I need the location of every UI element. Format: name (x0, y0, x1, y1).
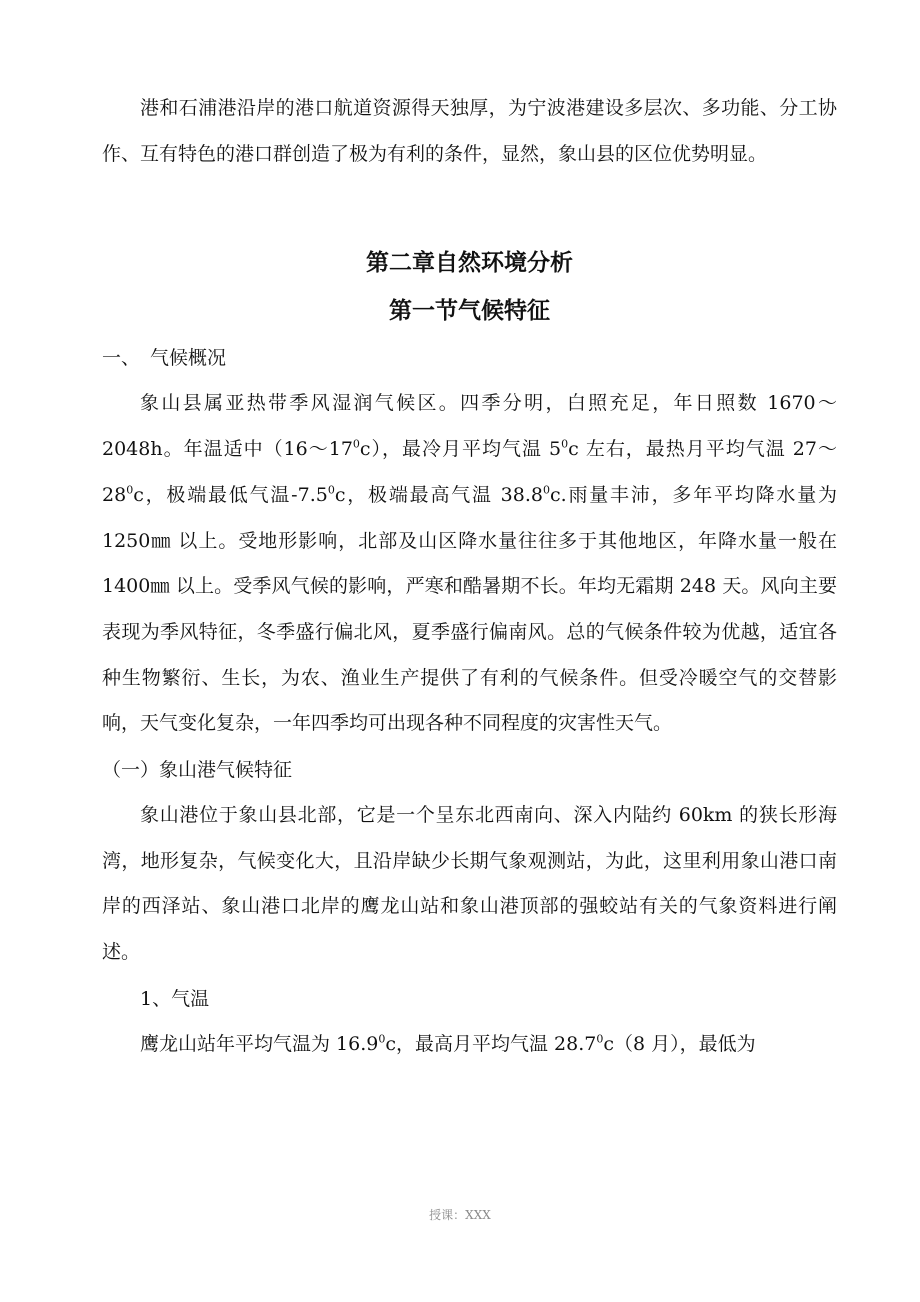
intro-paragraph: 港和石浦港沿岸的港口航道资源得天独厚，为宁波港建设多层次、多功能、分工协作、互有特色的港口群创造了极为有利的条件，显然，象山县的区位优势明显。 (102, 97, 837, 165)
document-page (102, 86, 837, 1068)
chapter-title: 第二章自然环境分析 (366, 250, 573, 277)
temperature-paragraph (102, 1022, 837, 1068)
superscript: 0 (542, 483, 550, 497)
text-run: 鹰龙山站年平均气温为 16.9 (140, 1032, 379, 1055)
superscript: 0 (596, 1032, 604, 1046)
heading-number: 一、 (102, 347, 141, 370)
text-run: c.雨量丰沛，多年平均降水量为 1250㎜ 以上。受地形影响，北部及山区降水量往往多于其他地区，年降水量一般在 1400㎜ 以上。受季风气候的影响，严寒和酷暑期不长。年均无霜期 248 天。风向主要表现为季风特征，冬季盛行偏北风，夏季盛行偏南风。总的气候条件较为优越，适宜各种生物繁衍、生长，为农、渔业生产提供了有利的气候条件。但受冷暖空气的交替影响，天气变化复杂，一年四季均可出现各种不同程度的灾害性天气。 (102, 483, 837, 735)
text-run: c），最冷月平均气温 5 (359, 438, 562, 461)
text-run: 象山县属亚热带季风湿润气候区。四季分明，白照充足，年日照数 1670～2048h。年温适中（16～17 (102, 392, 837, 461)
spacer (102, 177, 837, 239)
sub-heading: （一）象山港气候特征 (102, 759, 293, 782)
port-paragraph: 象山港位于象山县北部，它是一个呈东北西南向、深入内陆约 60km 的狭长形海湾，地形复杂，气候变化大，且沿岸缺少长期气象观测站，为此，这里利用象山港口南岸的西泽站、象山港口北岸的鹰龙山站和象山港顶部的强蛟站有关的气象资料进行阐述。 (102, 804, 837, 964)
text-run: c，极端最低气温-7.5 (133, 483, 328, 506)
superscript: 0 (352, 437, 360, 451)
text-run: c，极端最高气温 38.8 (334, 483, 543, 506)
heading-text: 气候概况 (150, 347, 227, 370)
heading-climate-overview (102, 335, 837, 381)
climate-overview-paragraph (102, 381, 837, 747)
text-run: c 左右，最热月平均气温 27～28 (102, 438, 837, 506)
item-heading-temperature: 1、气温 (140, 987, 210, 1010)
page-footer: 授课：XXX (429, 1208, 491, 1222)
superscript: 0 (327, 483, 335, 497)
superscript: 0 (561, 437, 569, 451)
superscript: 0 (126, 483, 134, 497)
superscript: 0 (378, 1032, 386, 1046)
text-run: c，最高月平均气温 28.7 (385, 1032, 597, 1055)
section-title: 第一节气候特征 (389, 298, 550, 325)
text-run: c（8 月），最低为 (603, 1032, 756, 1055)
